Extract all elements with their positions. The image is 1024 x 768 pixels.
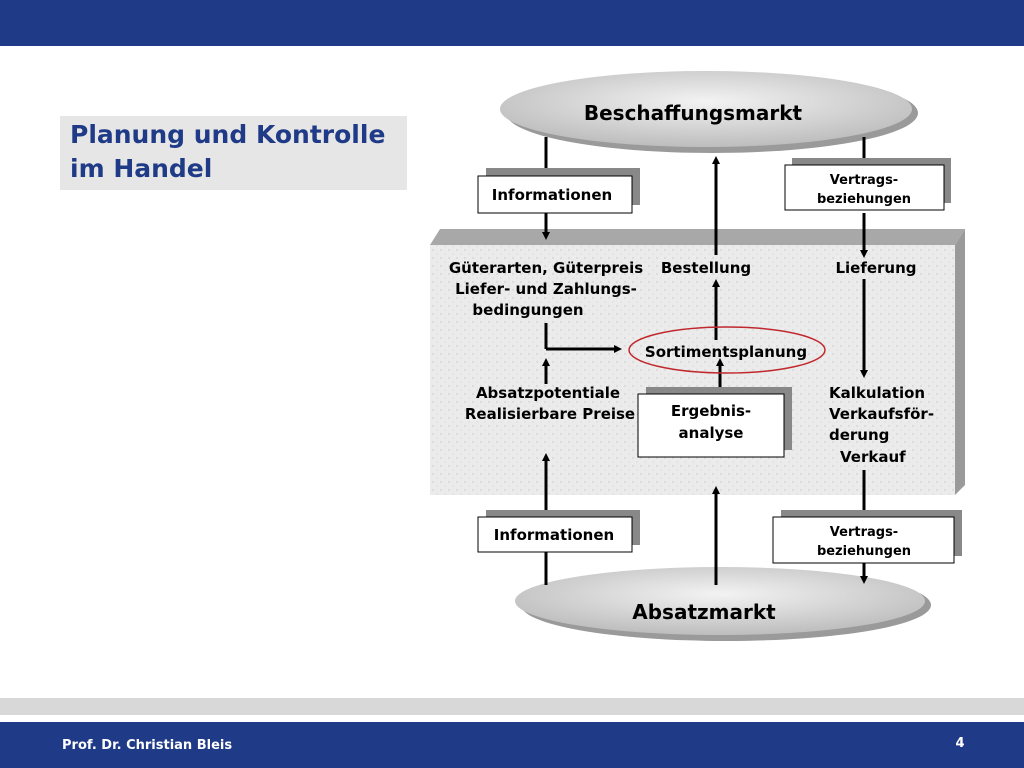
title-line-2: im Handel: [70, 154, 213, 183]
goods-line-1: Güterarten, Güterpreis: [448, 259, 644, 277]
sales-market-ellipse: [515, 567, 931, 641]
potential-line-2: Realisierbare Preise: [464, 405, 636, 423]
goods-line-2: Liefer- und Zahlungs-: [455, 280, 637, 298]
assortment-label: Sortimentsplanung: [644, 343, 808, 361]
calc-line-1: Kalkulation: [829, 384, 926, 402]
potential-line-1: Absatzpotentiale: [475, 384, 621, 402]
sales-market-label: Absatzmarkt: [632, 600, 776, 624]
contract-bottom-line2: beziehungen: [816, 544, 912, 559]
result-line-2: analyse: [678, 424, 744, 442]
calc-line-2: Verkaufsför-: [829, 405, 935, 423]
contract-box-bottom: [773, 510, 962, 563]
footer-strip: [0, 698, 1024, 715]
page-number: 4: [955, 736, 965, 751]
contract-bottom-line1: Vertrags-: [829, 525, 899, 540]
goods-line-3: bedingungen: [472, 301, 584, 319]
info-box-bottom: [478, 510, 640, 552]
contract-box-top: [785, 158, 951, 210]
order-label: Bestellung: [660, 259, 752, 277]
calc-line-4: Verkauf: [840, 448, 906, 466]
result-line-1: Ergebnis-: [670, 402, 752, 420]
author-name: Prof. Dr. Christian Bleis: [62, 738, 233, 753]
calc-line-3: derung: [829, 426, 890, 444]
info-top-label: Informationen: [491, 186, 613, 204]
contract-top-line1: Vertrags-: [829, 173, 899, 188]
contract-top-line2: beziehungen: [816, 192, 912, 207]
info-box-top: [478, 168, 640, 213]
delivery-label: Lieferung: [835, 259, 917, 277]
info-bottom-label: Informationen: [493, 526, 615, 544]
procurement-market-ellipse: [500, 71, 918, 153]
title-line-1: Planung und Kontrolle: [70, 120, 386, 149]
result-analysis-box: [638, 387, 792, 457]
procurement-market-label: Beschaffungsmarkt: [583, 101, 803, 125]
